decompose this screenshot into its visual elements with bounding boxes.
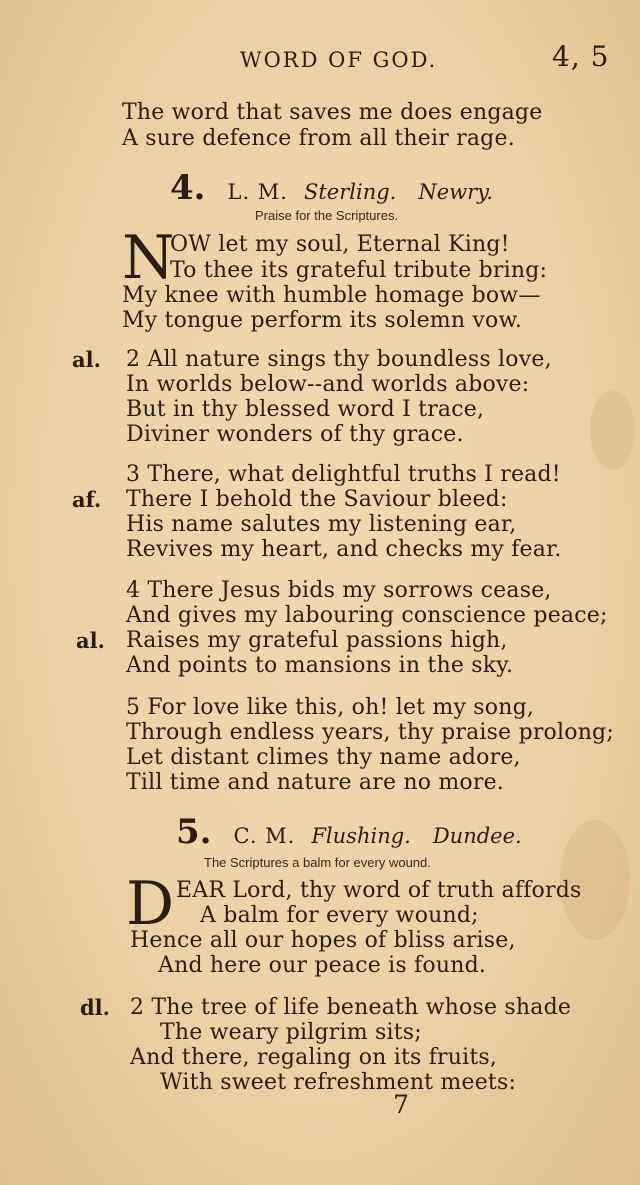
stanza-line: Revives my heart, and checks my fear. xyxy=(126,537,562,562)
hymn-5-meter: C. M. xyxy=(233,824,296,848)
hymn-5-drop-cap: D xyxy=(126,869,175,939)
stanza-line: And points to mansions in the sky. xyxy=(126,653,514,678)
stanza-line: Raises my grateful passions high, xyxy=(126,628,508,653)
stanza-line: My knee with humble homage bow— xyxy=(122,283,541,308)
stanza-line: 2 All nature sings thy boundless love, xyxy=(126,347,552,372)
stanza-line: Diviner wonders of thy grace. xyxy=(126,422,464,447)
intro-line: A sure defence from all their rage. xyxy=(122,126,515,151)
stanza-line: 5 For love like this, oh! let my song, xyxy=(126,695,535,720)
stanza-line: Hence all our hopes of bliss arise, xyxy=(130,928,516,953)
stanza-line: His name salutes my listening ear, xyxy=(126,512,517,537)
stanza-line: In worlds below--and worlds above: xyxy=(126,372,530,397)
dynamic-mark: af. xyxy=(72,487,102,512)
hymn-5-subtitle: The Scriptures a balm for every wound. xyxy=(204,855,431,870)
hymn-4-heading xyxy=(170,168,515,208)
stanza-line: Let distant climes thy name adore, xyxy=(126,745,521,770)
hymn-4-tune-2: Newry. xyxy=(418,180,493,204)
stanza-line: OW let my soul, Eternal King! xyxy=(170,232,510,257)
stanza-line: My tongue perform its solemn vow. xyxy=(122,308,523,333)
hymn-4-tune-1: Sterling. xyxy=(303,180,397,204)
stanza-line: EAR Lord, thy word of truth affords xyxy=(176,878,582,903)
stanza-line: 3 There, what delightful truths I read! xyxy=(126,462,561,487)
hymn-4-drop-cap: N xyxy=(122,223,175,293)
stanza-line: There I behold the Saviour bleed: xyxy=(126,487,508,512)
hymn-5-tune-1: Flushing. xyxy=(311,824,411,848)
hymn-5-number: 5. xyxy=(176,812,212,852)
stanza-line: Through endless years, thy praise prolong; xyxy=(126,720,614,745)
hymn-4-number: 4. xyxy=(170,168,206,208)
intro-line: The word that saves me does engage xyxy=(122,100,543,125)
dynamic-mark: al. xyxy=(76,628,105,653)
dynamic-mark: dl. xyxy=(80,995,110,1020)
paper-stain xyxy=(590,390,635,470)
hymn-5-heading xyxy=(176,812,544,852)
stanza-line: With sweet refreshment meets: xyxy=(160,1070,517,1095)
hymn-5-tune-2: Dundee. xyxy=(432,824,522,848)
running-header-title: WORD OF GOD. xyxy=(240,48,438,72)
stanza-line: 2 The tree of life beneath whose shade xyxy=(130,995,572,1020)
hymn-4-meter: L. M. xyxy=(227,180,288,204)
stanza-line: 4 There Jesus bids my sorrows cease, xyxy=(126,578,552,603)
page-number: 7 xyxy=(393,1090,409,1119)
hymn-4-subtitle: Praise for the Scriptures. xyxy=(255,208,399,223)
stanza-line: A balm for every wound; xyxy=(200,903,479,928)
stanza-line: But in thy blessed word I trace, xyxy=(126,397,485,422)
stanza-line: The weary pilgrim sits; xyxy=(160,1020,422,1045)
stanza-line: And there, regaling on its fruits, xyxy=(130,1045,498,1070)
stanza-line: To thee its grateful tribute bring: xyxy=(170,258,548,283)
stanza-line: Till time and nature are no more. xyxy=(126,770,505,795)
stanza-line: And gives my labouring conscience peace; xyxy=(126,603,608,628)
dynamic-mark: al. xyxy=(72,347,101,372)
stanza-line: And here our peace is found. xyxy=(158,953,487,978)
running-header-hymn-numbers: 4, 5 xyxy=(552,40,610,73)
